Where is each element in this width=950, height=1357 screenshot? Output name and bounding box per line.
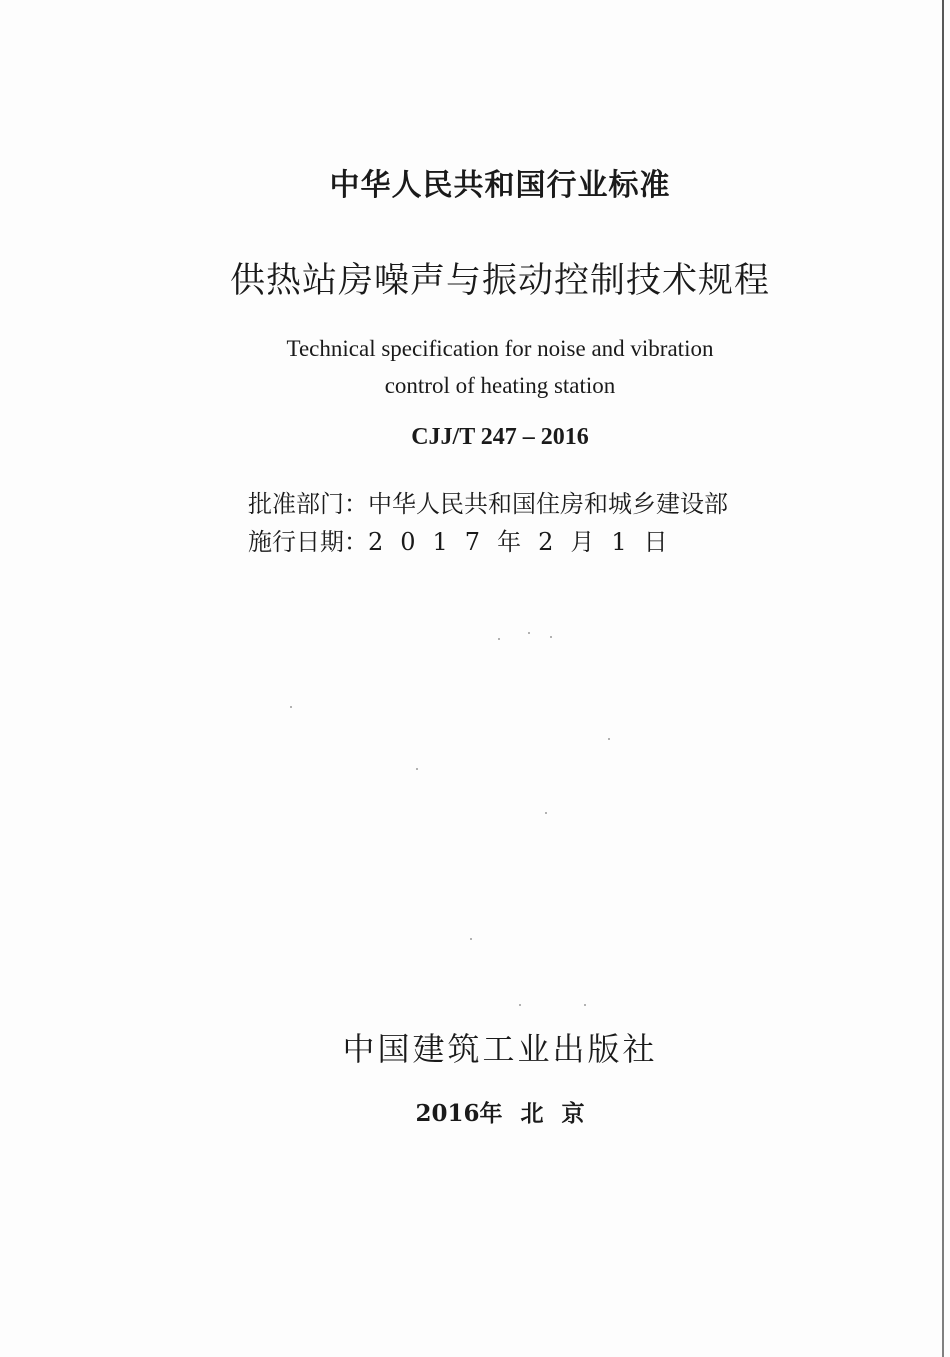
english-title-line-1: Technical specification for noise and vibration (286, 336, 714, 361)
publication-year-place: 2016年 北 京 (415, 1100, 585, 1127)
date-label: 施行日期： (248, 528, 368, 556)
scan-speck (545, 812, 547, 814)
approval-department (248, 484, 728, 519)
scan-speck (519, 1004, 521, 1006)
approval-value: 中华人民共和国住房和城乡建设部 (368, 490, 728, 518)
standard-type-heading: 中华人民共和国行业标准 (329, 168, 671, 203)
english-title-line-2: control of heating station (384, 373, 616, 398)
scan-speck (584, 1004, 586, 1006)
scan-speck (470, 938, 472, 940)
chinese-title: 供热站房噪声与振动控制技术规程 (229, 261, 770, 301)
publisher-name: 中国建筑工业出版社 (342, 1030, 658, 1068)
scan-speck (416, 768, 418, 770)
effective-date (248, 522, 685, 557)
english-title (0, 330, 950, 404)
standard-code: CJJ/T 247 – 2016 (411, 424, 589, 450)
scan-speck (550, 636, 552, 638)
scan-speck (498, 638, 500, 640)
scan-speck (528, 632, 530, 634)
scan-speck (290, 706, 292, 708)
approval-label: 批准部门： (248, 490, 368, 518)
scan-speck (608, 738, 610, 740)
date-value: 2017年2月1日 (368, 528, 685, 556)
